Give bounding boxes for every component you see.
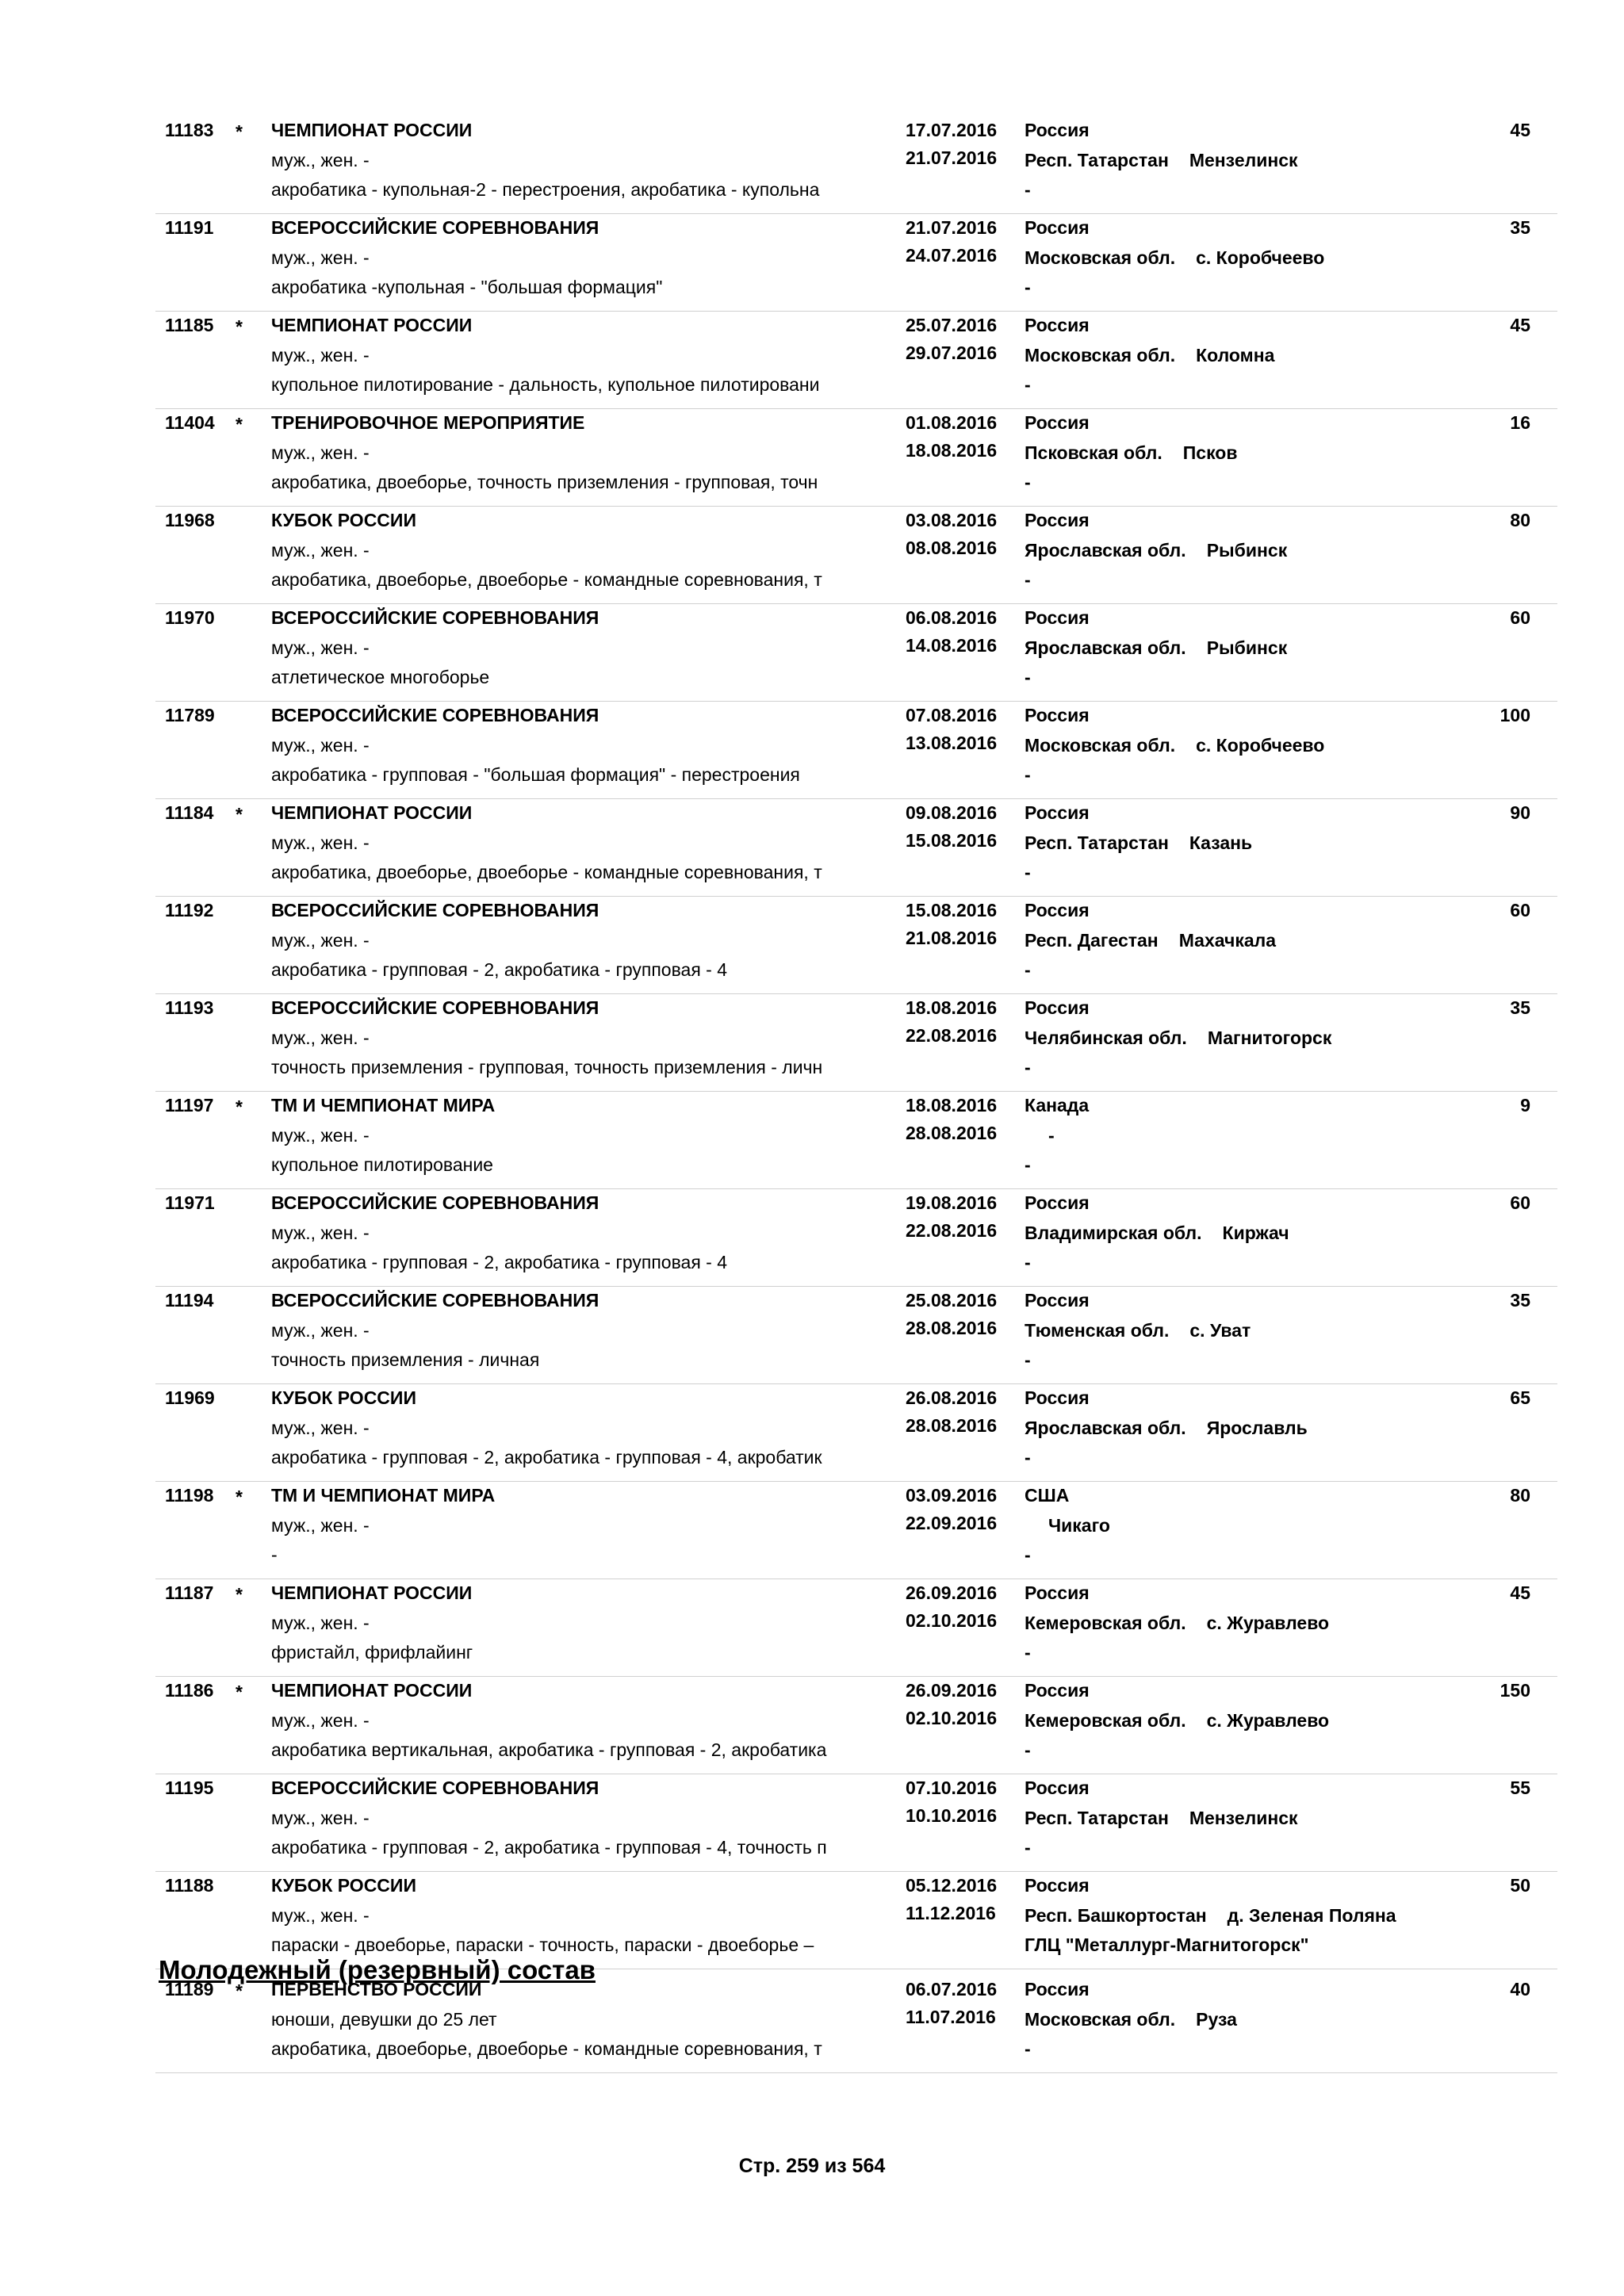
participant-count: 80 — [1510, 510, 1530, 530]
event-location — [1025, 1613, 1329, 1634]
event-location — [1025, 1223, 1289, 1244]
event-entry — [155, 214, 1557, 312]
event-gender: муж., жен. - — [271, 1613, 370, 1633]
event-city: Рыбинск — [1206, 637, 1288, 658]
event-entry — [155, 312, 1557, 409]
participant-count: 45 — [1510, 1582, 1530, 1603]
event-discipline: акробатика - групповая - 2, акробатика - групповая - 4 — [271, 1252, 727, 1272]
date-end: 02.10.2016 — [906, 1610, 998, 1631]
event-entry — [155, 604, 1557, 702]
event-gender: муж., жен. - — [271, 1515, 370, 1536]
event-number: 11970 — [165, 607, 215, 628]
event-location — [1025, 1905, 1396, 1927]
event-gender: муж., жен. - — [271, 345, 370, 365]
event-gender: муж., жен. - — [271, 735, 370, 756]
event-venue: - — [1025, 862, 1031, 882]
event-discipline: точность приземления - личная — [271, 1349, 540, 1370]
star-marker: * — [236, 1096, 243, 1117]
event-venue: - — [1025, 1739, 1031, 1760]
event-location — [1025, 1418, 1308, 1439]
event-city: с. Журавлево — [1206, 1613, 1330, 1633]
event-title: КУБОК РОССИИ — [271, 1875, 416, 1896]
event-venue: - — [1025, 1642, 1031, 1663]
event-entry — [155, 1976, 1557, 2073]
event-entry — [155, 1092, 1557, 1189]
event-number: 11189 — [165, 1979, 214, 1999]
event-title: ЧЕМПИОНАТ РОССИИ — [271, 1680, 473, 1701]
date-start: 26.09.2016 — [906, 1680, 998, 1701]
star-marker: * — [236, 414, 243, 434]
event-entry — [155, 1287, 1557, 1384]
event-gender: муж., жен. - — [271, 150, 370, 170]
event-country: Россия — [1025, 997, 1090, 1018]
event-gender: муж., жен. - — [271, 1418, 370, 1438]
participant-count: 45 — [1510, 315, 1530, 335]
event-country: Канада — [1025, 1095, 1090, 1115]
date-start: 21.07.2016 — [906, 217, 998, 238]
participant-count: 80 — [1510, 1485, 1530, 1506]
event-city: с. Коробчеево — [1196, 735, 1325, 756]
event-country: Россия — [1025, 1979, 1090, 1999]
participant-count: 45 — [1510, 120, 1530, 140]
event-number: 11968 — [165, 510, 215, 530]
date-end: 21.07.2016 — [906, 147, 998, 168]
date-end: 21.08.2016 — [906, 928, 998, 948]
date-start: 07.10.2016 — [906, 1777, 998, 1798]
event-region: Респ. Башкортостан — [1025, 1905, 1207, 1926]
participant-count: 90 — [1510, 802, 1530, 823]
participant-count: 35 — [1510, 1290, 1530, 1311]
event-title: ВСЕРОССИЙСКИЕ СОРЕВНОВАНИЯ — [271, 900, 599, 920]
participant-count: 60 — [1510, 1192, 1530, 1213]
event-location — [1025, 2009, 1237, 2030]
date-end: 13.08.2016 — [906, 733, 998, 753]
event-gender: муж., жен. - — [271, 1710, 370, 1731]
event-country: Россия — [1025, 705, 1090, 725]
event-title: ВСЕРОССИЙСКИЕ СОРЕВНОВАНИЯ — [271, 217, 599, 238]
date-start: 26.08.2016 — [906, 1387, 998, 1408]
event-gender: муж., жен. - — [271, 1808, 370, 1828]
event-country: Россия — [1025, 510, 1090, 530]
event-number: 11197 — [165, 1095, 214, 1115]
event-number: 11193 — [165, 997, 214, 1018]
event-region: Респ. Дагестан — [1025, 930, 1159, 951]
event-venue: - — [1025, 1447, 1031, 1468]
event-region: Московская обл. — [1025, 247, 1176, 268]
participant-count: 35 — [1510, 217, 1530, 238]
event-entry — [155, 897, 1557, 994]
event-entry — [155, 507, 1557, 604]
event-discipline: акробатика - купольная-2 - перестроения, акробатика - купольна — [271, 179, 820, 200]
event-location — [1025, 442, 1237, 464]
event-discipline: акробатика, двоеборье, двоеборье - командные соревнования, т — [271, 2038, 822, 2059]
date-end: 22.08.2016 — [906, 1025, 998, 1046]
event-gender: юноши, девушки до 25 лет — [271, 2009, 497, 2030]
event-venue: - — [1025, 1837, 1031, 1858]
participant-count: 50 — [1510, 1875, 1530, 1896]
event-region: Псковская обл. — [1025, 442, 1162, 463]
event-location — [1025, 1125, 1055, 1146]
participant-count: 16 — [1510, 412, 1530, 433]
event-gender: муж., жен. - — [271, 637, 370, 658]
date-start: 25.07.2016 — [906, 315, 998, 335]
event-title: КУБОК РОССИИ — [271, 510, 416, 530]
star-marker: * — [236, 316, 243, 337]
date-end: 28.08.2016 — [906, 1318, 998, 1338]
event-region: Московская обл. — [1025, 345, 1176, 365]
participant-count: 9 — [1520, 1095, 1530, 1115]
date-end: 11.12.2016 — [906, 1903, 996, 1923]
event-venue: - — [1025, 1154, 1031, 1175]
event-title: ВСЕРОССИЙСКИЕ СОРЕВНОВАНИЯ — [271, 1192, 599, 1213]
event-entry — [155, 117, 1557, 214]
event-discipline: акробатика, двоеборье, двоеборье - командные соревнования, т — [271, 569, 822, 590]
date-start: 15.08.2016 — [906, 900, 998, 920]
event-gender: муж., жен. - — [271, 540, 370, 561]
date-end: 14.08.2016 — [906, 635, 998, 656]
event-region: Ярославская обл. — [1025, 1418, 1186, 1438]
event-country: Россия — [1025, 1680, 1090, 1701]
event-discipline: параски - двоеборье, параски - точность, параски - двоеборье – — [271, 1934, 814, 1955]
event-country: Россия — [1025, 1290, 1090, 1311]
event-gender: муж., жен. - — [271, 1125, 370, 1146]
event-number: 11183 — [165, 120, 214, 140]
event-city: д. Зеленая Поляна — [1227, 1905, 1396, 1926]
event-discipline: акробатика - групповая - "большая формация" - перестроения — [271, 764, 800, 785]
event-number: 11195 — [165, 1777, 214, 1798]
participant-count: 40 — [1510, 1979, 1530, 1999]
date-end: 28.08.2016 — [906, 1415, 998, 1436]
event-venue: - — [1025, 569, 1031, 590]
event-entry — [155, 799, 1557, 897]
event-number: 11404 — [165, 412, 215, 433]
event-venue: - — [1025, 1057, 1031, 1077]
event-venue: - — [1025, 277, 1031, 297]
event-location — [1025, 540, 1287, 561]
event-location — [1025, 1515, 1110, 1536]
star-marker: * — [236, 804, 243, 825]
event-location — [1025, 345, 1274, 366]
event-discipline: купольное пилотирование — [271, 1154, 493, 1175]
event-title: ВСЕРОССИЙСКИЕ СОРЕВНОВАНИЯ — [271, 1290, 599, 1311]
event-location — [1025, 930, 1276, 951]
event-venue: - — [1025, 2038, 1031, 2059]
event-number: 11184 — [165, 802, 214, 823]
event-entry — [155, 1384, 1557, 1482]
youth-events-list — [155, 1976, 1557, 2073]
event-city: Махачкала — [1178, 930, 1277, 951]
event-gender: муж., жен. - — [271, 1320, 370, 1341]
event-venue: - — [1025, 374, 1031, 395]
date-start: 01.08.2016 — [906, 412, 998, 433]
date-start: 25.08.2016 — [906, 1290, 998, 1311]
participant-count: 55 — [1510, 1777, 1530, 1798]
event-city: с. Уват — [1189, 1320, 1251, 1341]
date-end: 24.07.2016 — [906, 245, 998, 266]
event-country: Россия — [1025, 1777, 1090, 1798]
date-end: 08.08.2016 — [906, 538, 998, 558]
event-region: Респ. Татарстан — [1025, 150, 1169, 170]
event-title: ЧЕМПИОНАТ РОССИИ — [271, 120, 473, 140]
participant-count: 35 — [1510, 997, 1530, 1018]
event-country: Россия — [1025, 900, 1090, 920]
event-city: Мензелинск — [1189, 1808, 1298, 1828]
event-venue: - — [1025, 959, 1031, 980]
star-marker: * — [236, 1682, 243, 1702]
event-region: Московская обл. — [1025, 735, 1176, 756]
event-country: Россия — [1025, 802, 1090, 823]
star-marker: * — [236, 1584, 243, 1605]
date-end: 28.08.2016 — [906, 1123, 998, 1143]
event-venue: - — [1025, 1544, 1031, 1565]
event-discipline: акробатика - групповая - 2, акробатика - групповая - 4, акробатик — [271, 1447, 822, 1468]
event-title: ВСЕРОССИЙСКИЕ СОРЕВНОВАНИЯ — [271, 1777, 599, 1798]
event-country: Россия — [1025, 412, 1090, 433]
event-gender: муж., жен. - — [271, 247, 370, 268]
event-gender: муж., жен. - — [271, 1027, 370, 1048]
event-discipline: акробатика - групповая - 2, акробатика - групповая - 4 — [271, 959, 727, 980]
event-discipline: точность приземления - групповая, точность приземления - личн — [271, 1057, 823, 1077]
participant-count: 100 — [1500, 705, 1530, 725]
date-start: 18.08.2016 — [906, 1095, 998, 1115]
date-start: 03.09.2016 — [906, 1485, 998, 1506]
date-start: 26.09.2016 — [906, 1582, 998, 1603]
event-region: Владимирская обл. — [1025, 1223, 1202, 1243]
event-venue: - — [1025, 764, 1031, 785]
event-discipline: атлетическое многоборье — [271, 667, 490, 687]
event-venue: - — [1025, 1349, 1031, 1370]
event-title: ВСЕРОССИЙСКИЕ СОРЕВНОВАНИЯ — [271, 997, 599, 1018]
event-discipline: акробатика - групповая - 2, акробатика - групповая - 4, точность п — [271, 1837, 827, 1858]
event-title: ТМ И ЧЕМПИОНАТ МИРА — [271, 1095, 496, 1115]
event-location — [1025, 637, 1287, 659]
date-start: 07.08.2016 — [906, 705, 998, 725]
event-title: ТРЕНИРОВОЧНОЕ МЕРОПРИЯТИЕ — [271, 412, 585, 433]
event-title: ЧЕМПИОНАТ РОССИИ — [271, 1582, 473, 1603]
event-venue: - — [1025, 1252, 1031, 1272]
event-city: Ярославль — [1206, 1418, 1308, 1438]
event-country: Россия — [1025, 607, 1090, 628]
event-country: Россия — [1025, 1875, 1090, 1896]
event-discipline: - — [271, 1544, 278, 1565]
star-marker: * — [236, 121, 243, 142]
event-country: Россия — [1025, 1192, 1090, 1213]
date-end: 22.08.2016 — [906, 1220, 998, 1241]
event-region: Челябинская обл. — [1025, 1027, 1187, 1048]
event-entry — [155, 702, 1557, 799]
event-number: 11187 — [165, 1582, 214, 1603]
event-city: Мензелинск — [1189, 150, 1298, 170]
event-city: Казань — [1189, 832, 1253, 853]
event-city: Коломна — [1196, 345, 1275, 365]
event-location — [1025, 1808, 1298, 1829]
date-start: 18.08.2016 — [906, 997, 998, 1018]
event-entry — [155, 409, 1557, 507]
event-country: Россия — [1025, 315, 1090, 335]
event-title: ВСЕРОССИЙСКИЕ СОРЕВНОВАНИЯ — [271, 705, 599, 725]
event-discipline: акробатика вертикальная, акробатика - групповая - 2, акробатика — [271, 1739, 827, 1760]
participant-count: 60 — [1510, 900, 1530, 920]
event-location — [1025, 735, 1324, 756]
event-location — [1025, 247, 1324, 269]
event-number: 11186 — [165, 1680, 214, 1701]
event-region: Ярославская обл. — [1025, 637, 1186, 658]
event-region: Респ. Татарстан — [1025, 832, 1169, 853]
participant-count: 60 — [1510, 607, 1530, 628]
event-country: Россия — [1025, 217, 1090, 238]
event-city: - — [1048, 1125, 1055, 1146]
event-number: 11192 — [165, 900, 214, 920]
event-gender: муж., жен. - — [271, 1223, 370, 1243]
date-start: 03.08.2016 — [906, 510, 998, 530]
event-number: 11789 — [165, 705, 215, 725]
event-gender: муж., жен. - — [271, 442, 370, 463]
event-gender: муж., жен. - — [271, 832, 370, 853]
event-gender: муж., жен. - — [271, 1905, 370, 1926]
date-end: 29.07.2016 — [906, 342, 998, 363]
event-location — [1025, 832, 1252, 854]
event-number: 11969 — [165, 1387, 215, 1408]
date-start: 09.08.2016 — [906, 802, 998, 823]
event-number: 11971 — [165, 1192, 215, 1213]
event-country: Россия — [1025, 120, 1090, 140]
event-title: ВСЕРОССИЙСКИЕ СОРЕВНОВАНИЯ — [271, 607, 599, 628]
date-end: 02.10.2016 — [906, 1708, 998, 1728]
event-city: с. Коробчеево — [1196, 247, 1325, 268]
event-number: 11191 — [165, 217, 214, 238]
event-discipline: акробатика, двоеборье, двоеборье - командные соревнования, т — [271, 862, 822, 882]
event-region: Кемеровская обл. — [1025, 1710, 1186, 1731]
event-discipline: акробатика -купольная - "большая формация" — [271, 277, 663, 297]
event-city: Киржач — [1222, 1223, 1289, 1243]
event-venue: - — [1025, 179, 1031, 200]
event-city: с. Журавлево — [1206, 1710, 1330, 1731]
event-venue: - — [1025, 472, 1031, 492]
page-footer: Стр. 259 из 564 — [738, 2155, 886, 2177]
event-city: Руза — [1196, 2009, 1237, 2030]
event-entry — [155, 1774, 1557, 1872]
event-title: ПЕРВЕНСТВО РОССИИ — [271, 1979, 482, 1999]
event-entry — [155, 1579, 1557, 1677]
event-country: Россия — [1025, 1582, 1090, 1603]
event-region: Московская обл. — [1025, 2009, 1176, 2030]
event-discipline: акробатика, двоеборье, точность приземления - групповая, точн — [271, 472, 818, 492]
event-country: США — [1025, 1485, 1070, 1506]
star-marker: * — [236, 1487, 243, 1507]
event-location — [1025, 1710, 1329, 1732]
event-entry — [155, 1189, 1557, 1287]
date-start: 19.08.2016 — [906, 1192, 998, 1213]
date-start: 06.07.2016 — [906, 1979, 998, 1999]
event-title: КУБОК РОССИИ — [271, 1387, 416, 1408]
youth-section-heading: Молодежный (резервный) состав — [159, 1955, 596, 1984]
event-location — [1025, 1320, 1251, 1341]
event-discipline: купольное пилотирование - дальность, купольное пилотировани — [271, 374, 820, 395]
participant-count: 150 — [1500, 1680, 1530, 1701]
date-end: 10.10.2016 — [906, 1805, 998, 1826]
date-end: 22.09.2016 — [906, 1513, 998, 1533]
event-discipline: фристайл, фрифлайинг — [271, 1642, 473, 1663]
date-start: 06.08.2016 — [906, 607, 998, 628]
event-title: ЧЕМПИОНАТ РОССИИ — [271, 802, 473, 823]
event-region: Респ. Татарстан — [1025, 1808, 1169, 1828]
event-gender: муж., жен. - — [271, 930, 370, 951]
event-region: Кемеровская обл. — [1025, 1613, 1186, 1633]
event-number: 11198 — [165, 1485, 214, 1506]
event-venue: ГЛЦ "Металлург-Магнитогорск" — [1025, 1934, 1309, 1955]
event-location — [1025, 150, 1298, 171]
event-number: 11188 — [165, 1875, 214, 1896]
event-region: Тюменская обл. — [1025, 1320, 1170, 1341]
star-marker: * — [236, 1980, 243, 2001]
event-number: 11185 — [165, 315, 214, 335]
event-number: 11194 — [165, 1290, 214, 1311]
event-entry — [155, 1482, 1557, 1579]
event-country: Россия — [1025, 1387, 1090, 1408]
event-city: Магнитогорск — [1207, 1027, 1332, 1048]
event-title: ЧЕМПИОНАТ РОССИИ — [271, 315, 473, 335]
date-end: 15.08.2016 — [906, 830, 998, 851]
event-city: Рыбинск — [1206, 540, 1288, 561]
event-entry — [155, 1677, 1557, 1774]
event-venue: - — [1025, 667, 1031, 687]
event-region: Ярославская обл. — [1025, 540, 1186, 561]
date-start: 05.12.2016 — [906, 1875, 998, 1896]
participant-count: 65 — [1510, 1387, 1530, 1408]
date-end: 11.07.2016 — [906, 2007, 996, 2027]
event-location — [1025, 1027, 1331, 1049]
event-city: Псков — [1182, 442, 1238, 463]
event-city: Чикаго — [1048, 1515, 1110, 1536]
event-title: ТМ И ЧЕМПИОНАТ МИРА — [271, 1485, 496, 1506]
event-entry — [155, 994, 1557, 1092]
main-events-list — [155, 117, 1557, 1969]
date-end: 18.08.2016 — [906, 440, 998, 461]
date-start: 17.07.2016 — [906, 120, 998, 140]
